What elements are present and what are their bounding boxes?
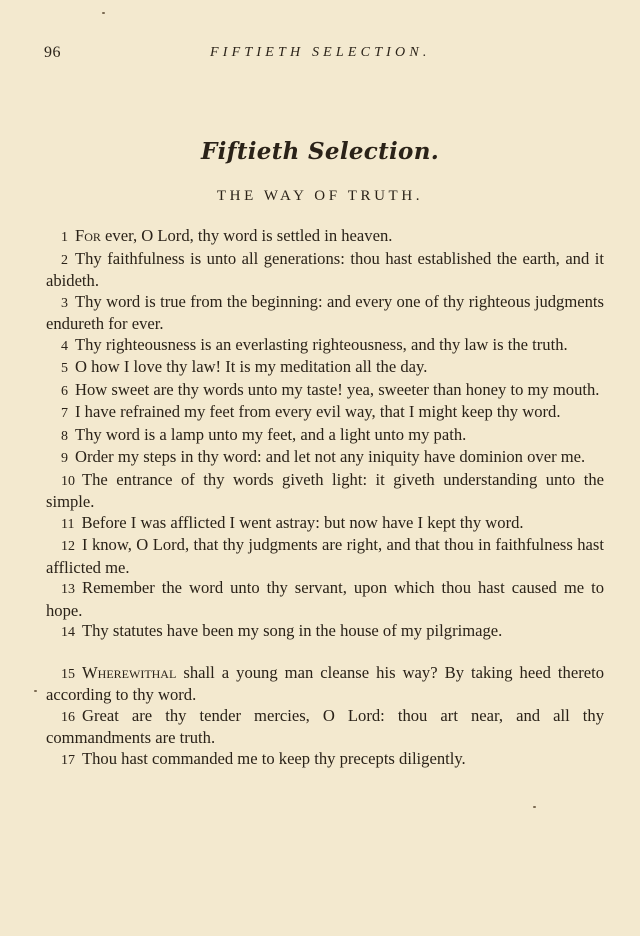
verse-number: 14 [61, 625, 75, 640]
verse [46, 749, 604, 772]
verse-number: 9 [61, 451, 68, 466]
verse [46, 470, 604, 513]
verse-text: How sweet are thy words unto my taste! yea, sweeter than honey to my mouth. [75, 379, 600, 399]
running-title: FIFTIETH SELECTION. [210, 45, 431, 60]
verse-number: 13 [61, 582, 75, 597]
verse-number: 10 [61, 473, 75, 489]
verse-list [46, 226, 604, 771]
selection-title: Fiftieth Selection. [200, 138, 440, 165]
verse [46, 249, 604, 292]
verse-text: ever, O Lord, thy word is settled in heaven. [100, 226, 393, 245]
verse-text: Thou hast commanded me to keep thy precepts diligently. [82, 748, 466, 768]
verse-text: Thy righteousness is an everlasting righteousness, and thy law is the truth. [75, 334, 568, 354]
verse-text: I have refrained my feet from every evil way, that I might keep thy word. [75, 402, 561, 421]
verse-text: Remember the word unto thy servant, upon which thou hast caused me to hope. [46, 578, 604, 620]
verse-number: 11 [61, 516, 75, 532]
verse [46, 663, 604, 706]
verse-text: Before I was afflicted I went astray: but now have I kept thy word. [81, 512, 524, 532]
verse-text: The entrance of thy words giveth light: it giveth understanding unto the simple. [46, 469, 604, 511]
print-speck [533, 806, 536, 808]
verse-text: Thy word is true from the beginning: and every one of thy righteous judgments endureth for ever. [46, 291, 604, 333]
verse [46, 706, 604, 749]
verse [46, 292, 604, 335]
verse-number: 4 [61, 338, 68, 354]
verse-number: 12 [61, 539, 75, 554]
verse [46, 357, 604, 380]
page-number: 96 [44, 44, 61, 61]
verse-number: 2 [61, 252, 68, 268]
verse-number: 5 [61, 361, 68, 376]
stanza-break [46, 644, 604, 663]
verse [46, 513, 604, 536]
selection-subtitle: THE WAY OF TRUTH. [216, 188, 424, 204]
verse-lead-word: Wherewithal [82, 662, 177, 682]
running-head [44, 44, 604, 66]
print-speck [102, 12, 105, 14]
verse-number: 7 [61, 406, 68, 421]
verse [46, 447, 604, 470]
verse [46, 425, 604, 448]
verse-number: 1 [61, 230, 68, 245]
verse-text: shall a young man cleanse his way? By taking heed thereto according to thy word. [46, 662, 604, 704]
verse [46, 621, 604, 644]
verse-number: 17 [61, 752, 75, 768]
verse-text: I know, O Lord, that thy judgments are right, and that thou in faithfulness hast afflicted me. [46, 535, 604, 577]
verse [46, 226, 604, 249]
verse-number: 8 [61, 428, 68, 444]
verse [46, 535, 604, 578]
verse-lead-word: For [75, 226, 101, 245]
verse-number: 6 [61, 383, 68, 399]
verse-number: 16 [61, 709, 75, 725]
verse [46, 335, 604, 358]
verse-text: Thy word is a lamp unto my feet, and a light unto my path. [75, 424, 467, 444]
verse-text: Great are thy tender mercies, O Lord: thou art near, and all thy commandments are truth. [46, 705, 604, 747]
verse-text: Order my steps in thy word: and let not any iniquity have dominion over me. [75, 447, 586, 466]
verse-number: 3 [61, 295, 68, 311]
verse [46, 380, 604, 403]
verse [46, 578, 604, 621]
verse-number: 15 [61, 666, 75, 682]
verse [46, 402, 604, 425]
print-speck [34, 690, 37, 692]
verse-text: Thy statutes have been my song in the house of my pilgrimage. [82, 621, 503, 640]
verse-text: Thy faithfulness is unto all generations: thou hast established the earth, and it abideth. [46, 248, 604, 290]
verse-text: O how I love thy law! It is my meditation all the day. [75, 357, 428, 376]
